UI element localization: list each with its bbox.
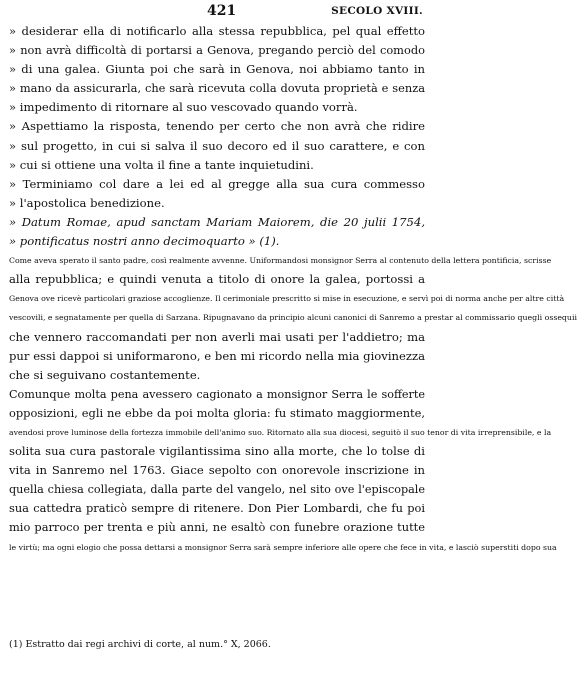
text-line: Come aveva sperato il santo padre, così realmente avvenne. Uniformandosi monsignor Serra al contenuto della lettera pontificia, scrisse [9, 256, 552, 266]
text-line: » Aspettiamo la risposta, tenendo per certo che non avrà che ridire [9, 119, 425, 134]
running-head: SECOLO XVIII. [331, 5, 423, 17]
text-line: » desiderar ella di notificarlo alla stessa repubblica, pel qual effetto [9, 24, 425, 38]
text-line: alla repubblica; e quindi venuta a titolo di onore la galea, portossi a [9, 272, 425, 287]
text-line: » mano da assicurarla, che sarà ricevuta colla dovuta proprietà e senza [9, 81, 425, 96]
text-line: avendosi prove luminose della fortezza immobile dell'animo suo. Ritornato alla sua diocesi, seguitò il suo tenor di vita irreprensibile, e la [9, 427, 552, 437]
text-line: mio parroco per trenta e più anni, ne esaltò con funebre orazione tutte [9, 520, 425, 535]
text-line: le virtù; ma ogni elogio che possa dettarsi a monsignor Serra sarà sempre inferiore alle opere che fece in vita, e lasciò superstiti dopo sua [9, 542, 557, 552]
text-line: sua cattedra praticò sempre di ritenere. Don Pier Lombardi, che fu poi [9, 501, 425, 516]
page-number: 421 [207, 3, 237, 19]
text-line: » pontificatus nostri anno decimoquarto » (1). [9, 234, 280, 249]
text-line: » impedimento di ritornare al suo vescovado quando vorrà. [9, 100, 358, 115]
text-line: opposizioni, egli ne ebbe da poi molta gloria: fu stimato maggiormente, [9, 405, 425, 420]
text-line: » sul progetto, in cui si salva il suo decoro ed il suo carattere, e con [9, 138, 425, 153]
text-line: che vennero raccomandati per non averli mai usati per l'addietro; ma [9, 329, 425, 344]
text-line: Comunque molta pena avessero cagionato a monsignor Serra le sofferte [9, 387, 425, 401]
text-line: vita in Sanremo nel 1763. Giace sepolto con onorevole inscrizione in [9, 463, 425, 478]
body-text [9, 22, 577, 557]
text-line: » l'apostolica benedizione. [9, 195, 165, 210]
text-line: » Terminiamo col dare a lei ed al gregge alla sua cura commesso [9, 176, 425, 191]
text-line: quella chiesa collegiata, dalla parte del vangelo, nel sito ove l'episcopale [9, 483, 425, 497]
text-line: » Datum Romae, apud sanctam Mariam Maiorem, die 20 julii 1754, [9, 214, 425, 229]
text-line: vescovili, e segnatamente per quella di Sarzana. Ripugnavano da principio alcuni canonici di Sanremo a prestar al commissario quegli ossequii [9, 313, 577, 323]
text-line: Genova ove ricevè particolari graziose accoglienze. Il cerimoniale prescritto si mise in esecuzione, e servì poi di norma anche per altre città [9, 294, 565, 304]
text-line: solita sua cura pastorale vigilantissima sino alla morte, che lo tolse di [9, 444, 425, 459]
text-line: che si seguivano costantemente. [9, 367, 201, 382]
text-line: » di una galea. Giunta poi che sarà in Genova, noi abbiamo tanto in [9, 62, 425, 77]
text-line: » cui si ottiene una volta il fine a tante inquietudini. [9, 157, 314, 172]
page-header [0, 3, 434, 19]
text-line: » non avrà difficoltà di portarsi a Genova, pregando perciò del comodo [9, 43, 425, 58]
text-line: pur essi dappoi si uniformarono, e ben mi ricordo nella mia giovinezza [9, 348, 425, 363]
footnote: (1) Estratto dai regi archivi di corte, al num.° X, 2066. [9, 639, 271, 650]
